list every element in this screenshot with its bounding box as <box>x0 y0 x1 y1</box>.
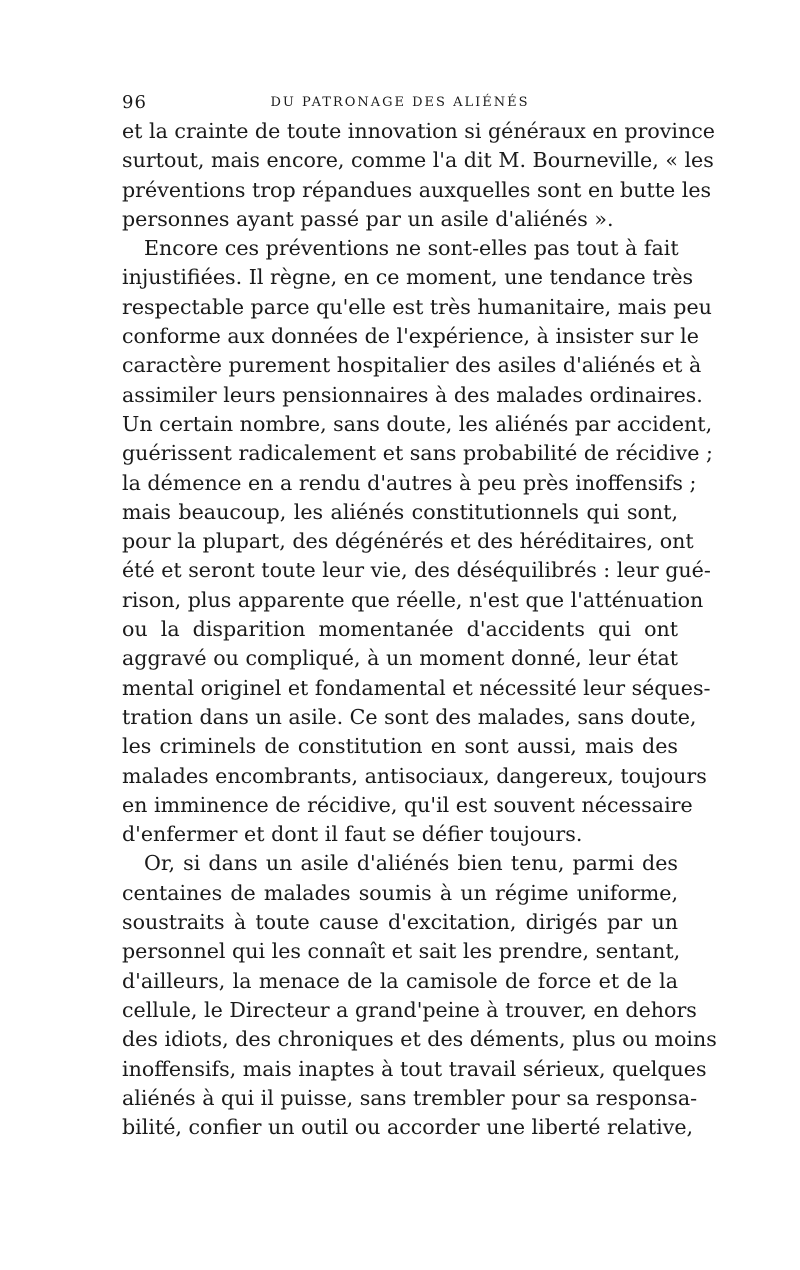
text-line: guérissent radicalement et sans probabilité de récidive ; <box>122 441 713 466</box>
paragraph-1 <box>122 117 715 234</box>
text-line: Un certain nombre, sans doute, les aliénés par accident, <box>122 411 713 436</box>
body-text <box>122 117 717 1142</box>
text-line: soustraits à toute cause d'excitation, dirigés par un <box>122 910 678 935</box>
text-line: inoffensifs, mais inaptes à tout travail sérieux, quelques <box>122 1056 707 1081</box>
text-line: respectable parce qu'elle est très humanitaire, mais peu <box>122 294 712 319</box>
text-line: la démence en a rendu d'autres à peu près inoffensifs ; <box>122 470 697 495</box>
page-number: 96 <box>122 92 147 113</box>
text-line: les criminels de constitution en sont aussi, mais des <box>122 734 678 759</box>
text-line: mental originel et fondamental et nécessité leur séques- <box>122 675 711 700</box>
text-line: caractère purement hospitalier des asiles d'aliénés et à <box>122 353 702 378</box>
text-line: et la crainte de toute innovation si généraux en province <box>122 119 715 143</box>
text-line: aliénés à qui il puisse, sans trembler pour sa responsa- <box>122 1085 698 1110</box>
text-line: tration dans un asile. Ce sont des malades, sans doute, <box>122 704 697 729</box>
running-head <box>122 92 678 114</box>
text-line: d'ailleurs, la menace de la camisole de force et de la <box>122 968 678 993</box>
running-title: DU PATRONAGE DES ALIÉNÉS <box>270 95 530 110</box>
paragraph-2 <box>122 234 713 849</box>
text-line: d'enfermer et dont il faut se défier toujours. <box>122 822 583 847</box>
text-line: préventions trop répandues auxquelles sont en butte les <box>122 177 712 202</box>
text-line: rison, plus apparente que réelle, n'est que l'atténuation <box>122 587 704 612</box>
text-line: des idiots, des chroniques et des déments, plus ou moins <box>122 1027 717 1052</box>
text-line: centaines de malades soumis à un régime uniforme, <box>122 880 678 905</box>
text-line: cellule, le Directeur a grand'peine à trouver, en dehors <box>122 997 697 1022</box>
text-line: en imminence de récidive, qu'il est souvent nécessaire <box>122 792 693 817</box>
text-line: injustifiées. Il règne, en ce moment, une tendance très <box>122 265 694 290</box>
text-line: assimiler leurs pensionnaires à des malades ordinaires. <box>122 382 703 407</box>
paragraph-3 <box>122 849 717 1142</box>
text-line: conforme aux données de l'expérience, à insister sur le <box>122 324 699 349</box>
text-line: Encore ces préventions ne sont-elles pas tout à fait <box>144 236 679 261</box>
text-line: été et seront toute leur vie, des déséquilibrés : leur gué- <box>122 558 711 583</box>
text-line: personnel qui les connaît et sait les prendre, sentant, <box>122 939 681 964</box>
text-line: surtout, mais encore, comme l'a dit M. Bourneville, « les <box>122 148 714 173</box>
text-line: aggravé ou compliqué, à un moment donné, leur état <box>122 646 678 671</box>
text-line: bilité, confier un outil ou accorder une liberté relative, <box>122 1115 694 1140</box>
text-line: mais beaucoup, les aliénés constitutionnels qui sont, <box>122 499 678 524</box>
text-line: malades encombrants, antisociaux, dangereux, toujours <box>122 763 707 788</box>
text-line: personnes ayant passé par un asile d'aliénés ». <box>122 206 614 231</box>
text-line: ou la disparition momentanée d'accidents qui ont <box>122 617 678 642</box>
text-line: Or, si dans un asile d'aliénés bien tenu, parmi des <box>144 851 678 876</box>
text-line: pour la plupart, des dégénérés et des héréditaires, ont <box>122 529 694 554</box>
